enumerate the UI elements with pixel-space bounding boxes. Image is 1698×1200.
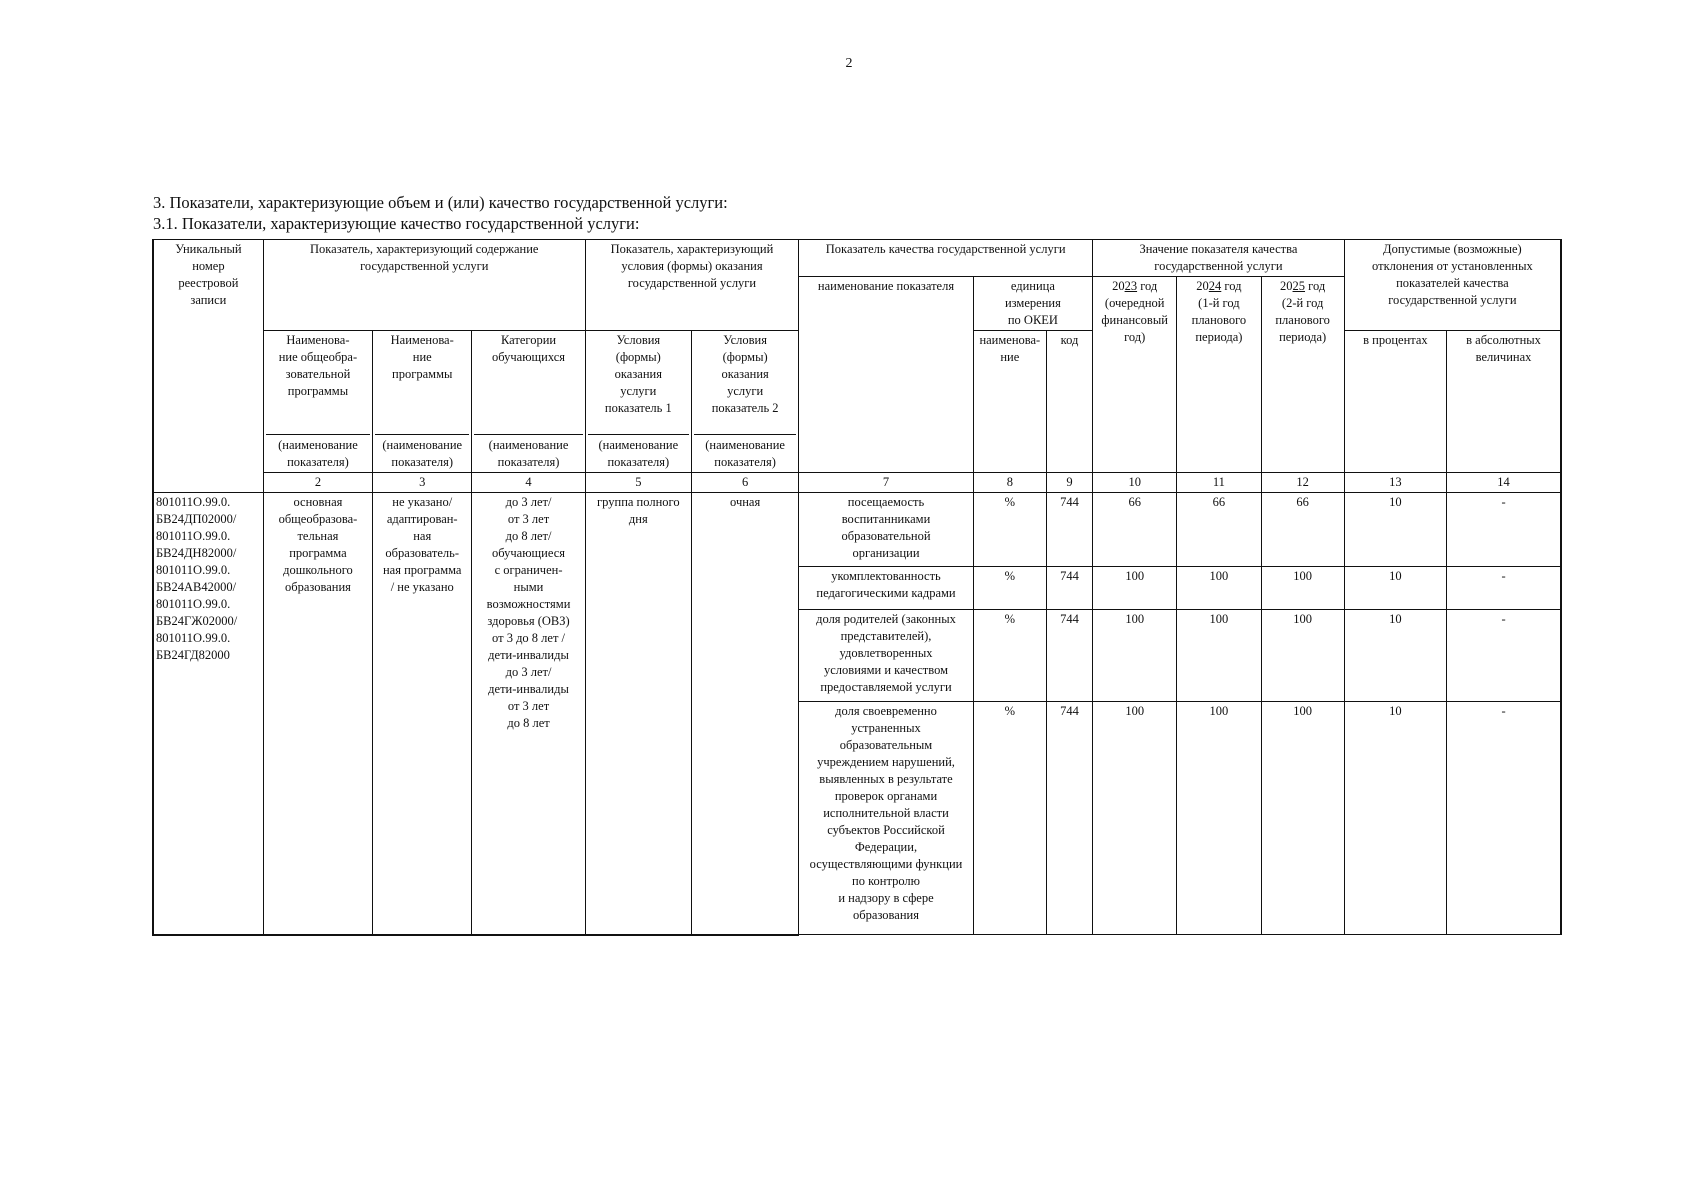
header-cond2 [691, 331, 798, 473]
indicator-2024: 100 [1177, 702, 1261, 935]
header-deviation-group: Допустимые (возможные) отклонения от установленных показателей качества государственной услуги [1344, 240, 1561, 331]
indicator-2023: 66 [1093, 493, 1177, 567]
year-2023-prefix: 20 [1112, 279, 1125, 293]
indicator-unit: % [973, 702, 1046, 935]
year-2023-suffix: 23 [1124, 279, 1138, 293]
indicator-2024: 100 [1177, 610, 1261, 702]
col-num-12: 12 [1261, 473, 1344, 493]
indicator-name: доля родителей (законных представителей), удовлетворенных условиями и качеством предоставляемой услуги [799, 610, 973, 702]
indicator-dev-abs: - [1447, 702, 1561, 935]
record-program-name: основная общеобразова- тельная программа дошкольного образования [263, 493, 372, 935]
indicator-dev-abs: - [1447, 567, 1561, 610]
header-students [472, 331, 585, 473]
col-num-14: 14 [1447, 473, 1561, 493]
indicator-2025: 100 [1261, 702, 1344, 935]
header-content-group: Показатель, характеризующий содержание государственной услуги [263, 240, 585, 331]
page-number: 2 [845, 56, 853, 71]
col-num-11: 11 [1177, 473, 1261, 493]
header-year-2023 [1093, 277, 1177, 473]
indicator-unit: % [973, 610, 1046, 702]
indicator-dev-abs: - [1447, 493, 1561, 567]
col-num-10: 10 [1093, 473, 1177, 493]
indicator-code: 744 [1046, 702, 1092, 935]
header-conditions-group: Показатель, характеризующий условия (формы) оказания государственной услуги [585, 240, 799, 331]
header-dev-abs: в абсолютных величинах [1447, 331, 1561, 473]
year-2025-suffix: 25 [1292, 279, 1306, 293]
record-unique-number: 801011О.99.0. БВ24ДП02000/ 801011О.99.0. БВ24ДН82000/ 801011О.99.0. БВ24АВ42000/ 801011О.99.0. БВ24ГЖ02000/ 801011О.99.0. БВ24ГД82000 [153, 493, 263, 935]
year-2023-word: год [1140, 279, 1158, 293]
year-2024-note: (1-й год планового периода) [1191, 296, 1247, 344]
indicator-2024: 100 [1177, 567, 1261, 610]
indicator-2023: 100 [1093, 610, 1177, 702]
program-name-sub: (наименование показателя) [266, 434, 370, 471]
col-num-2: 2 [263, 473, 372, 493]
year-2023-note: (очередной финансовый год) [1101, 296, 1168, 344]
indicator-dev-pct: 10 [1344, 610, 1446, 702]
indicator-2023: 100 [1093, 567, 1177, 610]
header-dev-percent: в процентах [1344, 331, 1446, 473]
indicator-code: 744 [1046, 493, 1092, 567]
col-num-7: 7 [799, 473, 973, 493]
header-unique-number: Уникальный номер реестровой записи [153, 240, 263, 493]
header-program [373, 331, 472, 473]
year-2024-word: год [1224, 279, 1242, 293]
indicator-dev-pct: 10 [1344, 702, 1446, 935]
indicator-unit: % [973, 567, 1046, 610]
indicator-2023: 100 [1093, 702, 1177, 935]
col-num-13: 13 [1344, 473, 1446, 493]
header-unit-name: наименова- ние [973, 331, 1046, 473]
col-num-8: 8 [973, 473, 1046, 493]
indicator-name: укомплектованность педагогическими кадрами [799, 567, 973, 610]
indicator-2024: 66 [1177, 493, 1261, 567]
header-indicator-name: наименование показателя [799, 277, 973, 473]
record-cond1: группа полного дня [585, 493, 691, 935]
students-sub: (наименование показателя) [474, 434, 582, 471]
indicator-name: посещаемость воспитанниками образовательной организации [799, 493, 973, 567]
quality-indicators-table [152, 239, 1562, 936]
indicator-2025: 66 [1261, 493, 1344, 567]
indicator-code: 744 [1046, 610, 1092, 702]
col-num-5: 5 [585, 473, 691, 493]
year-2025-word: год [1308, 279, 1326, 293]
header-unit-code: код [1046, 331, 1092, 473]
year-2024-prefix: 20 [1196, 279, 1209, 293]
students-label: Категории обучающихся [491, 333, 566, 364]
header-unit: единица измерения по ОКЕИ [973, 277, 1092, 331]
record-cond2: очная [691, 493, 798, 935]
indicator-dev-pct: 10 [1344, 567, 1446, 610]
record-program: не указано/ адаптирован- ная образователь- ная программа / не указано [373, 493, 472, 935]
col-num-9: 9 [1046, 473, 1092, 493]
indicator-name: доля своевременно устраненных образовательным учреждением нарушений, выявленных в результате проверок органами исполнительной власти субъектов Российской Федерации, осуществляющими функции по контролю и надзору в сфере образования [799, 702, 973, 935]
indicator-dev-pct: 10 [1344, 493, 1446, 567]
cond2-sub: (наименование показателя) [694, 434, 796, 471]
indicator-2025: 100 [1261, 567, 1344, 610]
indicator-unit: % [973, 493, 1046, 567]
cond2-label: Условия (формы) оказания услуги показатель 2 [711, 333, 779, 415]
program-label: Наименова- ние программы [390, 333, 454, 381]
indicator-code: 744 [1046, 567, 1092, 610]
header-year-2024 [1177, 277, 1261, 473]
header-program-name [263, 331, 372, 473]
program-name-label: Наименова- ние общеобра- зовательной программы [278, 333, 358, 398]
year-2025-prefix: 20 [1280, 279, 1293, 293]
col-num-3: 3 [373, 473, 472, 493]
header-values-group: Значение показателя качества государственной услуги [1093, 240, 1345, 277]
section-title: 3. Показатели, характеризующие объем и (или) качество государственной услуги: [153, 193, 728, 212]
year-2024-suffix: 24 [1208, 279, 1222, 293]
record-students: до 3 лет/ от 3 лет до 8 лет/ обучающиеся с ограничен- ными возможностями здоровья (ОВЗ) от 3 до 8 лет / дети-инвалиды до 3 лет/ дети-инвалиды от 3 лет до 8 лет [472, 493, 585, 935]
header-cond1 [585, 331, 691, 473]
col-num-6: 6 [691, 473, 798, 493]
year-2025-note: (2-й год планового периода) [1275, 296, 1330, 344]
program-sub: (наименование показателя) [375, 434, 469, 471]
subsection-title: 3.1. Показатели, характеризующие качество государственной услуги: [153, 214, 640, 233]
cond1-label: Условия (формы) оказания услуги показатель 1 [604, 333, 672, 415]
indicator-dev-abs: - [1447, 610, 1561, 702]
indicator-2025: 100 [1261, 610, 1344, 702]
cond1-sub: (наименование показателя) [588, 434, 689, 471]
col-num-4: 4 [472, 473, 585, 493]
header-year-2025 [1261, 277, 1344, 473]
header-quality-group: Показатель качества государственной услуги [799, 240, 1093, 277]
